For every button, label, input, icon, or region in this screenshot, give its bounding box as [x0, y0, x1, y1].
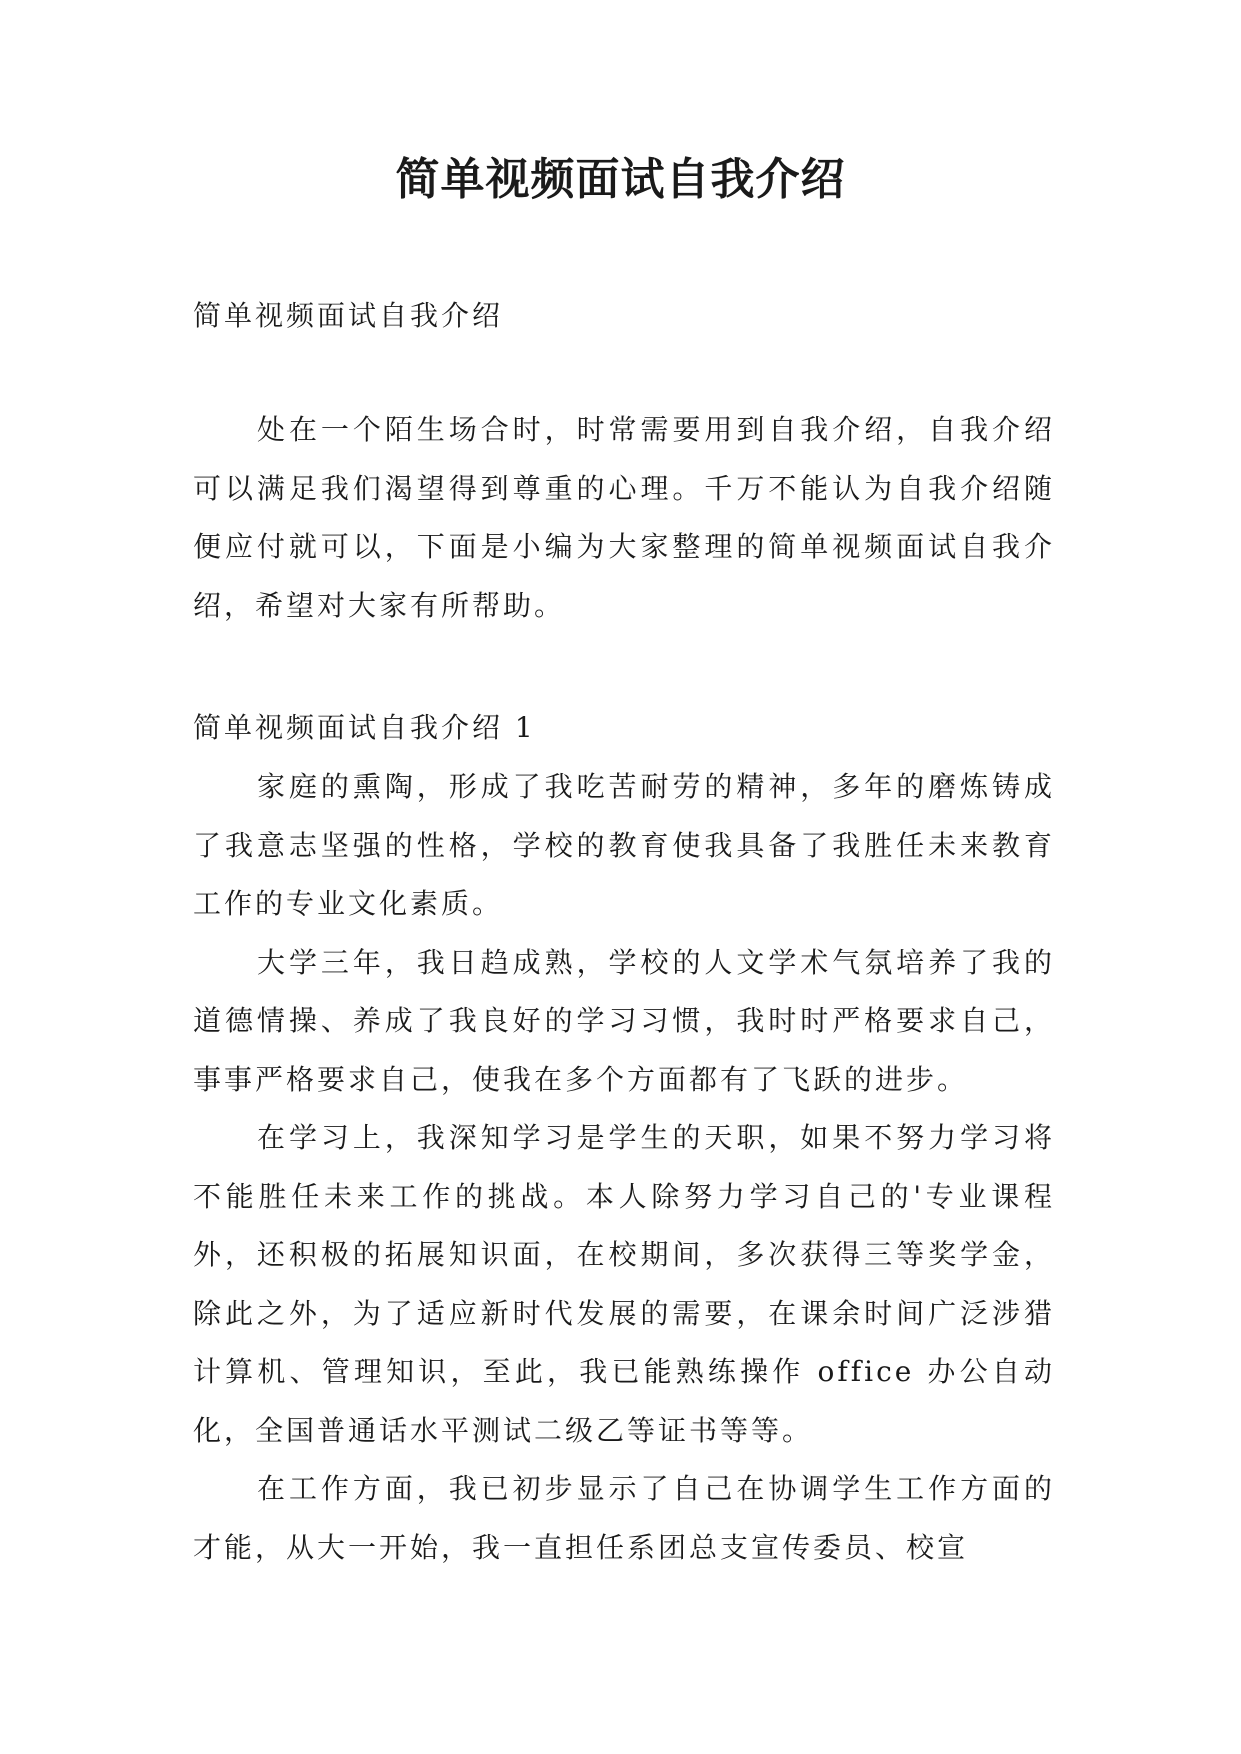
paragraph-family: 家庭的熏陶，形成了我吃苦耐劳的精神，多年的磨炼铸成了我意志坚强的性格，学校的教育使我具备了我胜任未来教育工作的专业文化素质。: [193, 770, 1055, 920]
intro-paragraph: 处在一个陌生场合时，时常需要用到自我介绍，自我介绍可以满足我们渴望得到尊重的心理。千万不能认为自我介绍随便应付就可以，下面是小编为大家整理的简单视频面试自我介绍，希望对大家有所帮助。: [193, 413, 1055, 622]
paragraph-work: 在工作方面，我已初步显示了自己在协调学生工作方面的才能，从大一开始，我一直担任系团总支宣传委员、校宣: [193, 1472, 1055, 1564]
paragraph-study: 在学习上，我深知学习是学生的天职，如果不努力学习将不能胜任未来工作的挑战。本人除努力学习自己的'专业课程外，还积极的拓展知识面，在校期间，多次获得三等奖学金，除此之外，为了适应新时代发展的需要，在课余时间广泛涉猎计算机、管理知识，至此，我已能熟练操作 office 办公自动化，全国普通话水平测试二级乙等证书等等。: [193, 1121, 1055, 1447]
section-heading: 简单视频面试自我介绍 1: [193, 711, 536, 744]
document-subtitle: 简单视频面试自我介绍: [193, 299, 504, 332]
paragraph-university: 大学三年，我日趋成熟，学校的人文学术气氛培养了我的道德情操、养成了我良好的学习习惯，我时时严格要求自己，事事严格要求自己，使我在多个方面都有了飞跃的进步。: [193, 945, 1055, 1096]
document-title: 简单视频面试自我介绍: [395, 154, 846, 205]
article-body: [193, 758, 1055, 1577]
